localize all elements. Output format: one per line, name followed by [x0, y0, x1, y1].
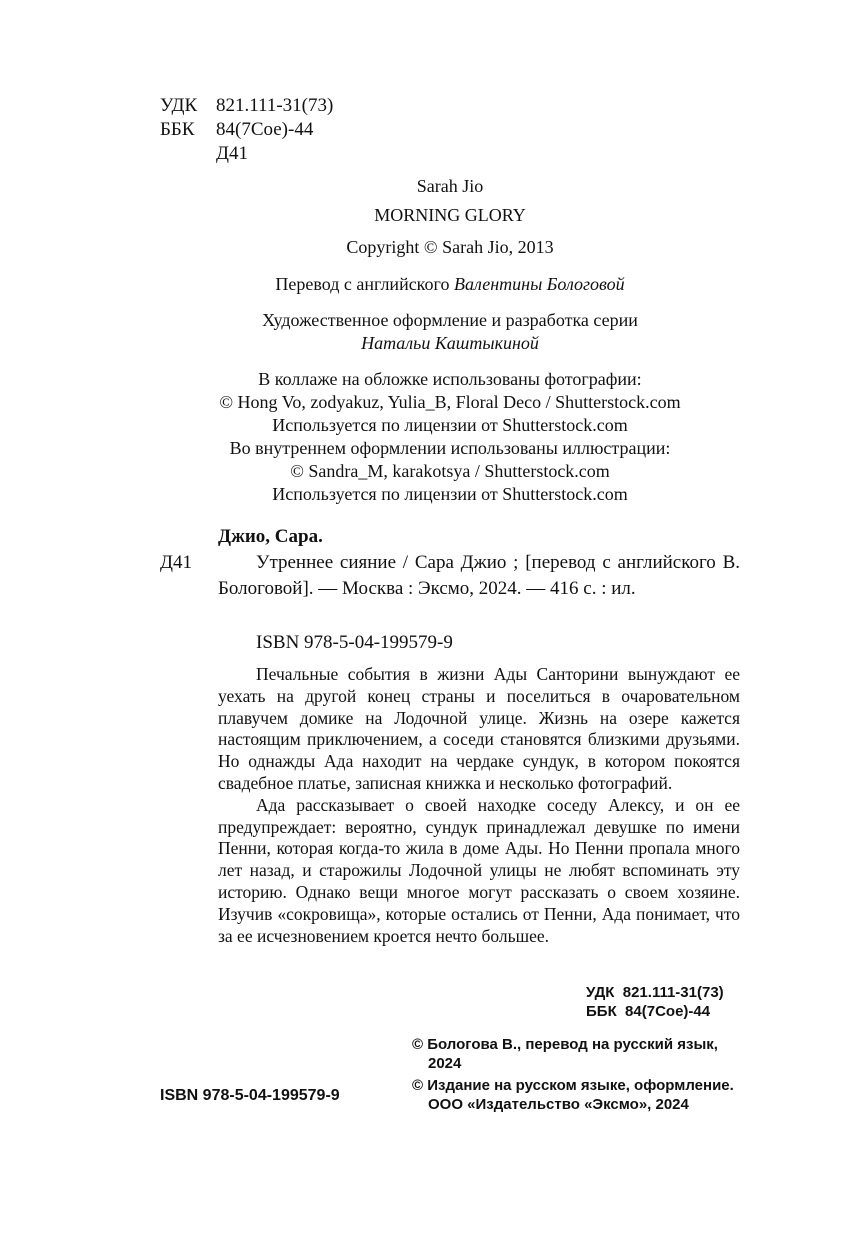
biblio-code: Д41 — [160, 552, 192, 573]
udk-row — [160, 94, 333, 118]
biblio-author: Джио, Сара. — [218, 526, 323, 547]
footer-isbn: ISBN 978-5-04-199579-9 — [160, 1087, 340, 1104]
illustrations-line-3: Используется по лицензии от Shutterstock.com — [272, 484, 628, 504]
classification-codes — [160, 94, 333, 166]
bbk-row — [160, 118, 333, 142]
udk-label: УДК — [160, 95, 198, 116]
annotation-paragraph-2: Ада рассказывает о своей находке соседу Алексу, и он ее предупреждает: вероятно, сундук принадлежал девушке по имени Пенни, которая когда-то жила в доме Ады. Но Пенни пропала много лет назад, и старожилы Лодочной улицы не любят вспоминать эту историю. Однако вещи многое могут рассказать о своем хозяине. Изучив «сокровища», которые остались от Пенни, Ада понимает, что за ее исчезновением кроется нечто большее. — [218, 794, 740, 946]
author-mark: Д41 — [216, 143, 248, 164]
cover-photos-line-1: В коллаже на обложке использованы фотографии: — [258, 369, 642, 389]
original-copyright: Copyright © Sarah Jio, 2013 — [346, 237, 554, 257]
bbk-value: 84(7Сое)-44 — [216, 119, 314, 140]
biblio-isbn: ISBN 978-5-04-199579-9 — [256, 632, 453, 653]
illustrations-line-2: © Sandra_M, karakotsya / Shutterstock.com — [290, 461, 610, 481]
translation-prefix: Перевод с английского — [275, 274, 450, 294]
annotation-paragraph-1: Печальные события в жизни Ады Санторини вынуждают ее уехать на другой конец страны и поселиться в очаровательном плавучем домике на Лодочной улице. Жизнь на озере кажется настоящим приключением, а соседи становятся близкими друзьями. Но однажды Ада находит на чердаке сундук, в котором покоятся свадебное платье, записная книжка и несколько фотографий. — [218, 664, 740, 793]
illustrations-line-1: Во внутреннем оформлении использованы иллюстрации: — [229, 438, 671, 458]
designer-name: Натальи Каштыкиной — [361, 333, 539, 353]
translation-credit — [130, 273, 770, 296]
original-title: MORNING GLORY — [374, 205, 526, 225]
biblio-description: Утреннее сияние / Сара Джио ; [перевод с английского В. Бологовой]. — Москва : Эксмо, 2024. — 416 с. : ил. — [218, 552, 740, 599]
bbk-label: ББК — [160, 119, 195, 140]
annotation — [218, 664, 740, 947]
cover-photos-line-2: © Hong Vo, zodyakuz, Yulia_B, Floral Deco / Shutterstock.com — [219, 392, 681, 412]
udk-value: 821.111-31(73) — [216, 95, 334, 116]
design-credit: Художественное оформление и разработка серии — [262, 310, 638, 330]
footer-codes — [586, 983, 724, 1021]
original-author: Sarah Jio — [416, 176, 484, 196]
copyright-translation: © Бологова В., перевод на русский язык, 2024 — [412, 1036, 718, 1072]
cover-photos-line-3: Используется по лицензии от Shutterstock.com — [272, 415, 628, 435]
footer-udk: УДК 821.111-31(73) — [586, 984, 724, 1001]
footer-bbk: ББК 84(7Сое)-44 — [586, 1003, 711, 1020]
copyright-edition: © Издание на русском языке, оформление. ООО «Издательство «Эксмо», 2024 — [412, 1077, 734, 1113]
translator-name: Валентины Бологовой — [453, 274, 625, 294]
footer-copyrights — [412, 1035, 752, 1117]
